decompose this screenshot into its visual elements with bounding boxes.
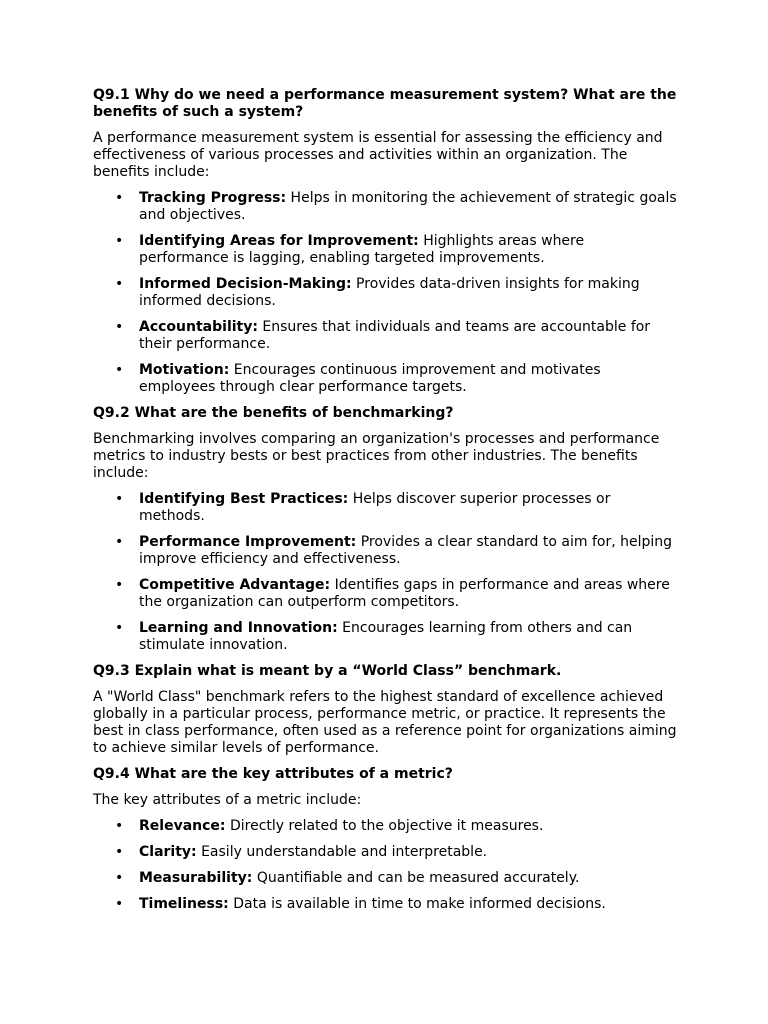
section-q9-3 (93, 663, 678, 757)
list-item (93, 276, 678, 310)
bullet-icon: • (115, 818, 124, 834)
answer-paragraph: The key attributes of a metric include: (93, 792, 362, 808)
bullet-list (93, 491, 678, 654)
bullet-term: Measurability: (139, 870, 253, 886)
bullet-icon: • (115, 233, 124, 249)
question-heading: Q9.3 Explain what is meant by a “World Class” benchmark. (93, 663, 562, 679)
bullet-term: Accountability: (139, 319, 258, 335)
list-item (93, 818, 678, 835)
bullet-icon: • (115, 620, 124, 636)
bullet-term: Learning and Innovation: (139, 620, 338, 636)
bullet-term: Performance Improvement: (139, 534, 357, 550)
bullet-text: Provides data-driven insights for making informed decisions. (139, 276, 640, 309)
bullet-icon: • (115, 190, 124, 206)
bullet-term: Competitive Advantage: (139, 577, 331, 593)
bullet-text: Quantifiable and can be measured accurately. (252, 870, 580, 886)
bullet-text: Helps discover superior processes or methods. (139, 491, 611, 524)
bullet-icon: • (115, 362, 124, 378)
list-item (93, 319, 678, 353)
bullet-icon: • (115, 534, 124, 550)
bullet-text: Data is available in time to make informed decisions. (228, 896, 606, 912)
list-item (93, 491, 678, 525)
list-item (93, 870, 678, 887)
bullet-term: Tracking Progress: (139, 190, 287, 206)
answer-paragraph: A "World Class" benchmark refers to the highest standard of excellence achieved globally in a particular process, performance metric, or practice. It represents the best in class performance, often used as a reference point for organizations aiming to achieve similar levels of performance. (93, 689, 677, 756)
section-q9-4 (93, 766, 678, 913)
bullet-text: Easily understandable and interpretable. (196, 844, 488, 860)
answer-paragraph: Benchmarking involves comparing an organization's processes and performance metrics to industry bests or best practices from other industries. The benefits include: (93, 431, 660, 481)
list-item (93, 620, 678, 654)
bullet-term: Informed Decision-Making: (139, 276, 352, 292)
bullet-icon: • (115, 896, 124, 912)
section-q9-1 (93, 87, 678, 396)
bullet-term: Clarity: (139, 844, 197, 860)
bullet-term: Identifying Areas for Improvement: (139, 233, 419, 249)
question-heading: Q9.1 Why do we need a performance measurement system? What are the benefits of such a system? (93, 87, 677, 120)
section-q9-2 (93, 405, 678, 654)
bullet-term: Motivation: (139, 362, 230, 378)
list-item (93, 844, 678, 861)
bullet-icon: • (115, 491, 124, 507)
question-heading: Q9.2 What are the benefits of benchmarking? (93, 405, 454, 421)
bullet-term: Timeliness: (139, 896, 229, 912)
bullet-text: Highlights areas where performance is lagging, enabling targeted improvements. (139, 233, 585, 266)
bullet-list (93, 190, 678, 396)
list-item (93, 190, 678, 224)
bullet-list (93, 818, 678, 913)
bullet-term: Identifying Best Practices: (139, 491, 349, 507)
list-item (93, 362, 678, 396)
question-heading: Q9.4 What are the key attributes of a metric? (93, 766, 453, 782)
bullet-icon: • (115, 276, 124, 292)
list-item (93, 233, 678, 267)
bullet-icon: • (115, 577, 124, 593)
bullet-text: Ensures that individuals and teams are accountable for their performance. (139, 319, 651, 352)
bullet-text: Identifies gaps in performance and areas where the organization can outperform competitors. (139, 577, 670, 610)
bullet-text: Encourages learning from others and can stimulate innovation. (139, 620, 633, 653)
bullet-icon: • (115, 870, 124, 886)
bullet-icon: • (115, 319, 124, 335)
bullet-text: Provides a clear standard to aim for, helping improve efficiency and effectiveness. (139, 534, 673, 567)
list-item (93, 896, 678, 913)
bullet-icon: • (115, 844, 124, 860)
list-item (93, 534, 678, 568)
bullet-text: Directly related to the objective it measures. (225, 818, 544, 834)
bullet-term: Relevance: (139, 818, 226, 834)
list-item (93, 577, 678, 611)
bullet-text: Encourages continuous improvement and motivates employees through clear performance targets. (139, 362, 601, 395)
bullet-text: Helps in monitoring the achievement of strategic goals and objectives. (139, 190, 677, 223)
answer-paragraph: A performance measurement system is essential for assessing the efficiency and effectiveness of various processes and activities within an organization. The benefits include: (93, 130, 663, 180)
